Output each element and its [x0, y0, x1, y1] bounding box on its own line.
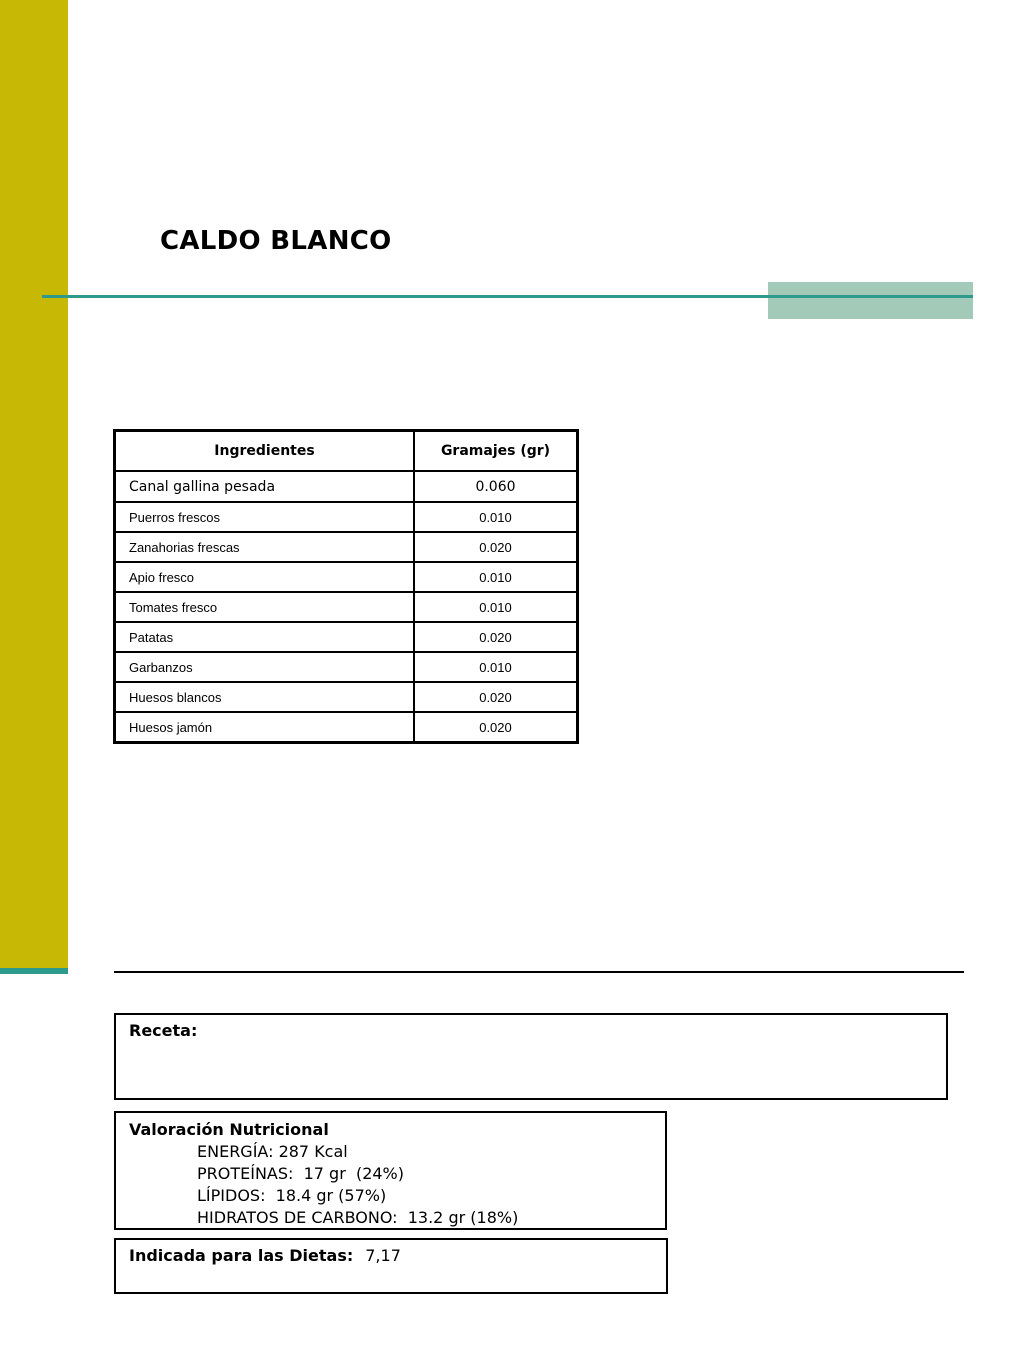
table-header-row — [115, 431, 578, 472]
column-header-grams: Gramajes (gr) — [414, 431, 578, 472]
nutrition-carbohydrates: HIDRATOS DE CARBONO: 13.2 gr (18%) — [197, 1208, 519, 1227]
ingredient-qty: 0.020 — [414, 532, 578, 562]
recipe-box — [114, 1013, 948, 1100]
ingredient-qty: 0.020 — [414, 682, 578, 712]
ingredient-qty: 0.010 — [414, 502, 578, 532]
ingredient-name: Apio fresco — [115, 562, 415, 592]
diets-label: Indicada para las Dietas: — [129, 1246, 354, 1265]
ingredient-name: Huesos jamón — [115, 712, 415, 743]
table-row — [115, 652, 578, 682]
column-header-ingredients: Ingredientes — [115, 431, 415, 472]
ingredient-qty: 0.010 — [414, 562, 578, 592]
ingredient-qty: 0.060 — [414, 471, 578, 502]
ingredient-name: Zanahorias frescas — [115, 532, 415, 562]
table-row — [115, 592, 578, 622]
ingredient-qty: 0.020 — [414, 712, 578, 743]
nutrition-proteins: PROTEÍNAS: 17 gr (24%) — [197, 1164, 404, 1183]
left-accent-bar-foot — [0, 968, 68, 974]
table-row — [115, 622, 578, 652]
ingredient-qty: 0.010 — [414, 592, 578, 622]
nutrition-lipids: LÍPIDOS: 18.4 gr (57%) — [197, 1186, 387, 1205]
table-row — [115, 471, 578, 502]
table-row — [115, 502, 578, 532]
section-divider — [114, 971, 964, 973]
diets-value: 7,17 — [365, 1246, 401, 1265]
table-row — [115, 532, 578, 562]
ingredient-qty: 0.010 — [414, 652, 578, 682]
recipe-label: Receta: — [129, 1021, 198, 1040]
ingredient-name: Puerros frescos — [115, 502, 415, 532]
ingredient-name: Canal gallina pesada — [115, 471, 415, 502]
ingredient-qty: 0.020 — [414, 622, 578, 652]
nutrition-label: Valoración Nutricional — [129, 1120, 329, 1139]
table-row — [115, 562, 578, 592]
nutrition-box — [114, 1111, 667, 1230]
header-rule-accent — [768, 295, 973, 298]
ingredients-table — [113, 429, 579, 744]
table-row — [115, 682, 578, 712]
nutrition-energy: ENERGÍA: 287 Kcal — [197, 1142, 348, 1161]
left-accent-bar — [0, 0, 68, 968]
ingredient-name: Tomates fresco — [115, 592, 415, 622]
diets-box — [114, 1238, 668, 1294]
page-title: CALDO BLANCO — [160, 226, 392, 256]
ingredient-name: Patatas — [115, 622, 415, 652]
header-accent-block — [768, 282, 973, 319]
table-row — [115, 712, 578, 743]
ingredient-name: Garbanzos — [115, 652, 415, 682]
ingredient-name: Huesos blancos — [115, 682, 415, 712]
